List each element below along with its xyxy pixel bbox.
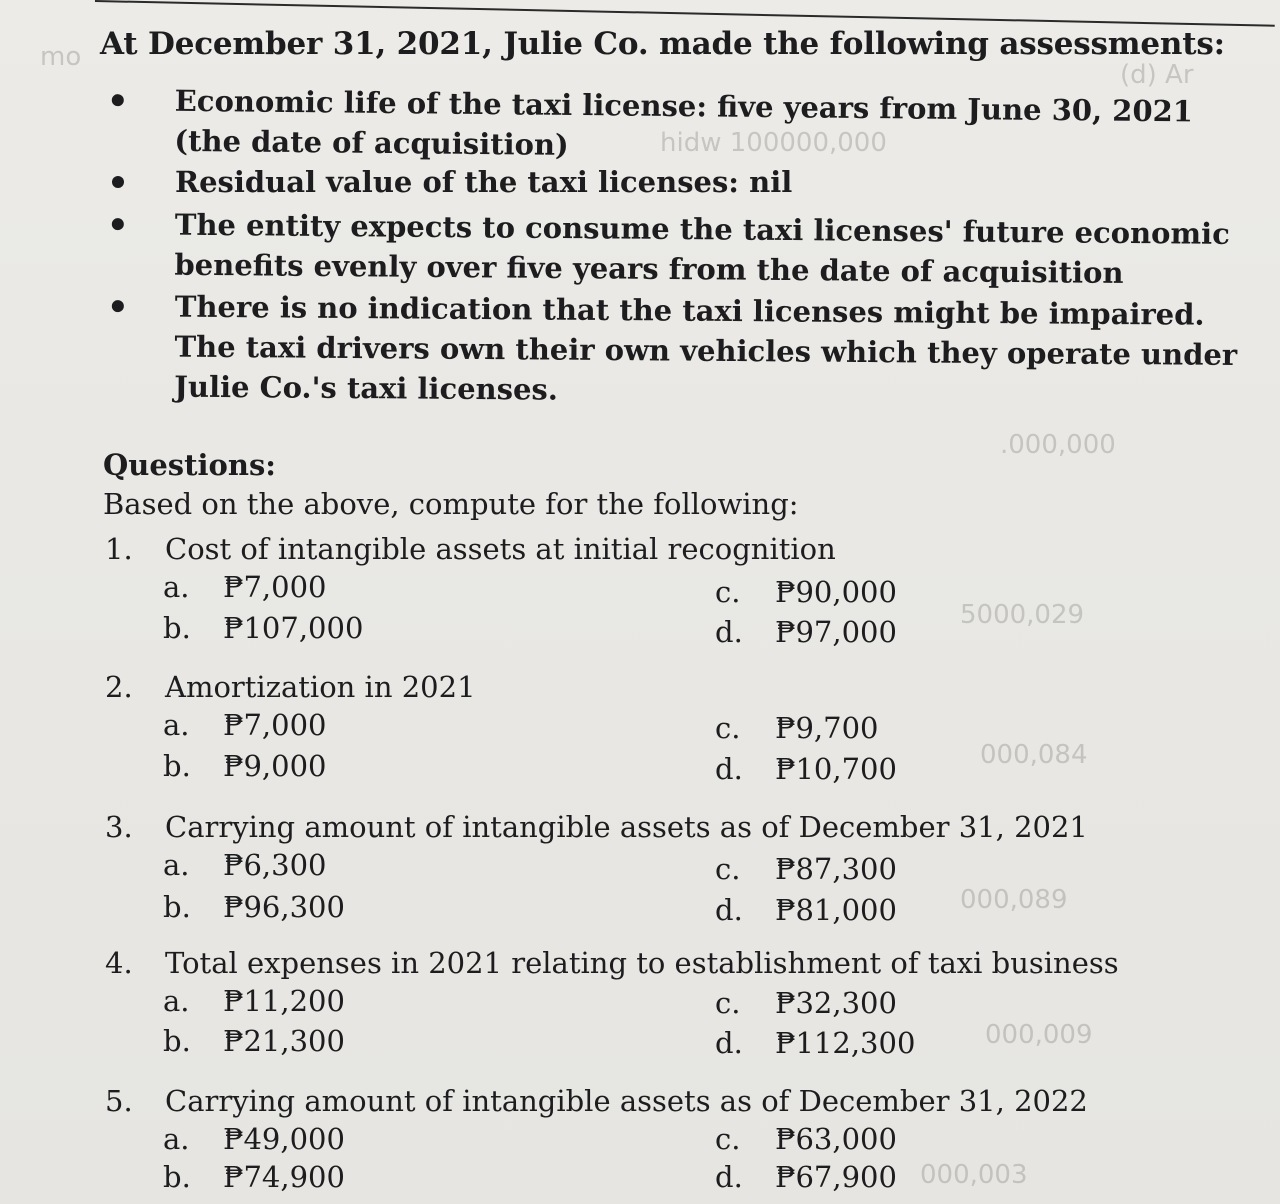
question-2 <box>105 668 1205 786</box>
option-letter: b. <box>163 1024 191 1058</box>
option-d[interactable] <box>715 891 897 929</box>
option-letter: d. <box>715 752 743 786</box>
option-b[interactable] <box>163 609 363 647</box>
assessment-heading: At December 31, 2021, Julie Co. made the following assessments: <box>100 26 1225 62</box>
option-letter: a. <box>163 848 190 882</box>
option-value: ₱49,000 <box>223 1122 345 1156</box>
option-value: ₱7,000 <box>223 708 327 742</box>
option-letter: c. <box>715 575 741 609</box>
assessment-item <box>100 162 1260 202</box>
option-c[interactable] <box>715 709 879 747</box>
option-c[interactable] <box>715 573 897 611</box>
assessment-item <box>99 80 1260 172</box>
option-value: ₱7,000 <box>223 570 327 604</box>
bleed-through-mark: 000,084 <box>980 740 1088 770</box>
option-value: ₱97,000 <box>775 615 897 649</box>
bullet-icon <box>112 300 124 312</box>
option-letter: b. <box>163 611 191 645</box>
answer-options <box>105 846 1205 926</box>
option-letter: a. <box>163 984 190 1018</box>
question-number: 4. <box>105 946 133 980</box>
option-letter: a. <box>163 570 190 604</box>
bleed-through-mark: 000,003 <box>920 1160 1028 1190</box>
bullet-icon <box>112 218 124 230</box>
assessment-text: Residual value of the taxi licenses: nil <box>175 165 793 199</box>
option-a[interactable] <box>163 982 345 1020</box>
question-stem: Total expenses in 2021 relating to establishment of taxi business <box>165 946 1119 980</box>
question-number: 1. <box>105 532 133 566</box>
bleed-through-mark: 000,009 <box>985 1020 1093 1050</box>
option-value: ₱11,200 <box>223 984 345 1018</box>
question-number: 5. <box>105 1084 133 1118</box>
option-b[interactable] <box>163 1022 345 1060</box>
questions-heading: Questions: <box>103 448 276 482</box>
question-stem: Carrying amount of intangible assets as of December 31, 2022 <box>165 1084 1088 1118</box>
bleed-through-mark: 000,089 <box>960 885 1068 915</box>
bullet-icon <box>112 176 124 188</box>
option-value: ₱10,700 <box>775 752 897 786</box>
option-letter: c. <box>715 986 741 1020</box>
assessment-text: Economic life of the taxi license: five years from June 30, 2021 (the date of acquisition) <box>174 83 1194 162</box>
bleed-through-mark: mo <box>40 42 82 72</box>
option-a[interactable] <box>163 846 327 884</box>
option-value: ₱32,300 <box>775 986 897 1020</box>
questions-intro: Based on the above, compute for the following: <box>103 487 799 521</box>
bullet-icon <box>112 94 124 106</box>
question-stem: Carrying amount of intangible assets as of December 31, 2021 <box>165 810 1088 844</box>
option-letter: d. <box>715 893 743 927</box>
option-letter: c. <box>715 1122 741 1156</box>
answer-options <box>105 982 1205 1062</box>
option-d[interactable] <box>715 613 897 651</box>
option-letter: d. <box>715 1026 743 1060</box>
bleed-through-mark: 5000,029 <box>960 600 1085 630</box>
option-value: ₱63,000 <box>775 1122 897 1156</box>
option-c[interactable] <box>715 984 897 1022</box>
option-letter: d. <box>715 615 743 649</box>
bleed-through-mark: (d) Ar <box>1120 60 1194 90</box>
question-5 <box>105 1082 1205 1200</box>
option-c[interactable] <box>715 1120 897 1158</box>
option-b[interactable] <box>163 1158 345 1196</box>
question-1 <box>105 530 1205 648</box>
question-number: 2. <box>105 670 133 704</box>
question-4 <box>105 944 1205 1062</box>
bleed-through-mark: .000,000 <box>1000 430 1116 460</box>
assessment-text: There is no indication that the taxi licenses might be impaired. The taxi drivers own their own vehicles which they operate under Julie Co.'s taxi licenses. <box>174 289 1238 407</box>
option-value: ₱87,300 <box>775 852 897 886</box>
option-a[interactable] <box>163 706 327 744</box>
option-d[interactable] <box>715 1158 897 1196</box>
question-stem: Amortization in 2021 <box>165 670 476 704</box>
option-letter: b. <box>163 1160 191 1194</box>
option-value: ₱9,700 <box>775 711 879 745</box>
answer-options <box>105 568 1205 648</box>
question-3 <box>105 808 1205 926</box>
option-value: ₱74,900 <box>223 1160 345 1194</box>
option-letter: d. <box>715 1160 743 1194</box>
option-letter: c. <box>715 852 741 886</box>
option-a[interactable] <box>163 568 327 606</box>
option-value: ₱81,000 <box>775 893 897 927</box>
option-b[interactable] <box>163 888 345 926</box>
option-value: ₱90,000 <box>775 575 897 609</box>
top-rule <box>95 0 1275 27</box>
option-letter: b. <box>163 749 191 783</box>
answer-options <box>105 1120 1205 1200</box>
option-letter: a. <box>163 708 190 742</box>
option-value: ₱9,000 <box>223 749 327 783</box>
option-d[interactable] <box>715 1024 915 1062</box>
option-value: ₱21,300 <box>223 1024 345 1058</box>
assessment-item <box>99 286 1260 415</box>
bleed-through-mark: hidw 100000,000 <box>660 128 887 158</box>
option-letter: c. <box>715 711 741 745</box>
option-c[interactable] <box>715 850 897 888</box>
assessment-text: The entity expects to consume the taxi licenses' future economic benefits evenly over five years from the date of acquisition <box>174 207 1230 290</box>
option-a[interactable] <box>163 1120 345 1158</box>
answer-options <box>105 706 1205 786</box>
option-value: ₱96,300 <box>223 890 345 924</box>
question-number: 3. <box>105 810 133 844</box>
option-letter: b. <box>163 890 191 924</box>
option-d[interactable] <box>715 750 897 788</box>
option-b[interactable] <box>163 747 327 785</box>
option-value: ₱112,300 <box>775 1026 916 1060</box>
option-value: ₱67,900 <box>775 1160 897 1194</box>
option-value: ₱107,000 <box>223 611 364 645</box>
question-stem: Cost of intangible assets at initial recognition <box>165 532 836 566</box>
assessment-item <box>99 204 1260 294</box>
option-value: ₱6,300 <box>223 848 327 882</box>
option-letter: a. <box>163 1122 190 1156</box>
assessment-list <box>100 80 1260 408</box>
